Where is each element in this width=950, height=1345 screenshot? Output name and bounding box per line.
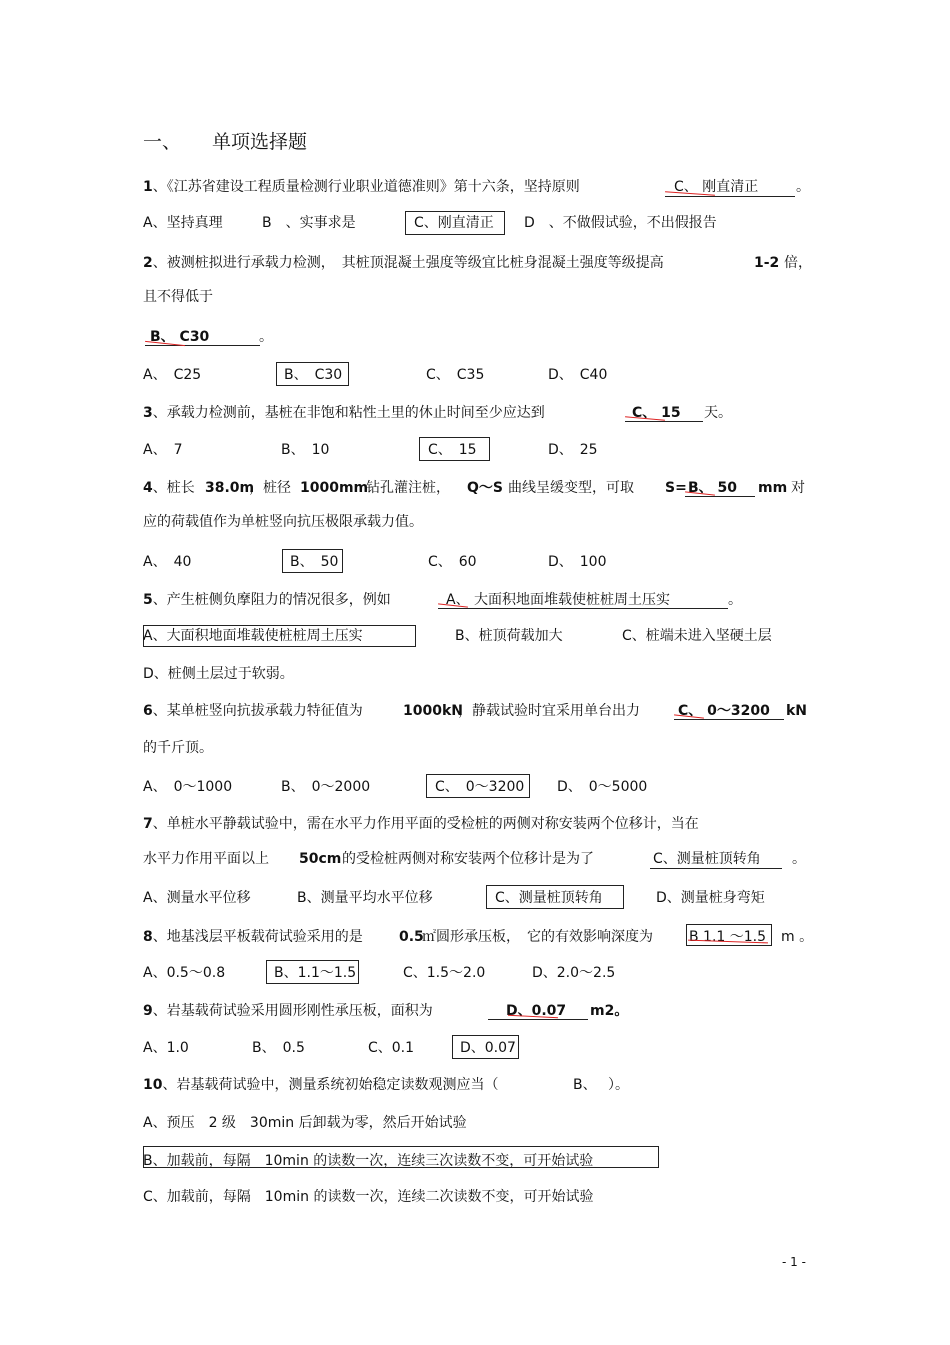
q2-text: 、被测桩拟进行承载力检测， 其桩顶混凝土强度等级宜比桩身混凝土强度等级提高 bbox=[152, 255, 664, 271]
question-1 bbox=[143, 178, 580, 196]
q2-option-d: D、 C40 bbox=[548, 367, 608, 383]
q4-unit: mm bbox=[758, 480, 788, 496]
q10-option-c: C、加载前，每隔 10min 的读数一次，连续二次读数不变，可开始试验 bbox=[143, 1189, 594, 1205]
q1-text: 、《江苏省建设工程质量检测行业职业道德准则》第十六条，坚持原则 bbox=[152, 179, 580, 195]
q5-option-c: C、桩端未进入坚硬土层 bbox=[622, 628, 772, 644]
q5-option-b: B、桩顶荷载加大 bbox=[455, 628, 563, 644]
q4-option-a: A、 40 bbox=[143, 554, 192, 570]
q2-option-c: C、 C35 bbox=[426, 367, 485, 383]
q7-option-b: B、测量平均水平位移 bbox=[297, 890, 433, 906]
q3-option-a: A、 7 bbox=[143, 442, 183, 458]
q8-number: 8 bbox=[143, 929, 153, 945]
q10-end: ）。 bbox=[608, 1077, 629, 1093]
q1-option-a: A、坚持真理 bbox=[143, 215, 223, 231]
question-5 bbox=[143, 591, 391, 609]
q7-option-a: A、测量水平位移 bbox=[143, 890, 251, 906]
q4-option-d: D、 100 bbox=[548, 554, 607, 570]
q8-text: 、地基浅层平板载荷试验采用的是 bbox=[152, 929, 363, 945]
q4-text-3: 钻孔灌注桩， bbox=[366, 480, 450, 496]
q6-text: 、某单桩竖向抗拔承载力特征值为 bbox=[152, 703, 363, 719]
q2-option-a: A、 C25 bbox=[143, 367, 202, 383]
q7-option-d: D、测量桩身弯矩 bbox=[656, 890, 765, 906]
q4-s-equals: S= bbox=[665, 480, 687, 496]
q6-answer-underline bbox=[674, 719, 784, 720]
q6-unit: kN bbox=[786, 703, 808, 719]
q8-plate-size: 0.5 bbox=[399, 929, 424, 945]
q10-text: 、岩基载荷试验中，测量系统初始稳定读数观测应当（ bbox=[162, 1077, 499, 1093]
q4-text-2: ，桩径 bbox=[249, 480, 291, 496]
question-3 bbox=[143, 404, 545, 422]
q4-text-4: 曲线呈缓变型，可取 bbox=[508, 480, 634, 496]
q3-number: 3 bbox=[143, 405, 153, 421]
q4-option-b: B、 50 bbox=[290, 554, 339, 570]
q3-end: 天。 bbox=[704, 405, 732, 421]
q7-answer: C、测量桩顶转角 bbox=[653, 851, 761, 867]
question-4 bbox=[143, 479, 195, 497]
q3-option-b: B、 10 bbox=[281, 442, 330, 458]
q7-answer-underline bbox=[650, 868, 782, 869]
q4-diameter: 1000mm bbox=[300, 480, 369, 496]
section-number: 一、 bbox=[143, 131, 182, 153]
q6-option-b: B、 0～2000 bbox=[281, 779, 371, 795]
q5-number: 5 bbox=[143, 592, 153, 608]
q7-line2-a: 水平力作用平面以上 bbox=[143, 851, 269, 867]
q2-answer: B、 C30 bbox=[150, 329, 210, 345]
q7-end: 。 bbox=[792, 851, 806, 867]
q1-answer: C、 刚直清正 bbox=[674, 179, 759, 195]
q10-answer: B、 bbox=[573, 1077, 597, 1093]
q1-option-c: C、刚直清正 bbox=[414, 215, 494, 231]
q10-option-b: B、加载前，每隔 10min 的读数一次，连续三次读数不变，可开始试验 bbox=[143, 1153, 594, 1169]
q7-text: 、单桩水平静载试验中，需在水平力作用平面的受检桩的两侧对称安装两个位移计，当在 bbox=[152, 816, 699, 832]
q4-number: 4 bbox=[143, 480, 153, 496]
q1-end: 。 bbox=[796, 179, 810, 195]
q4-answer-underline bbox=[685, 496, 755, 497]
question-2 bbox=[143, 254, 664, 272]
q1-number: 1 bbox=[143, 179, 153, 195]
q1-option-d: D 、不做假试验，不出假报告 bbox=[524, 215, 717, 231]
q9-answer: D、0.07 bbox=[506, 1003, 567, 1019]
q8-option-a: A、0.5～0.8 bbox=[143, 965, 226, 981]
q6-text-2: ，静载试验时宜采用单台出力 bbox=[458, 703, 640, 719]
q3-option-c: C、 15 bbox=[428, 442, 477, 458]
q6-capacity: 1000kN bbox=[403, 703, 463, 719]
q3-answer: C、 15 bbox=[632, 405, 681, 421]
q3-text: 、承载力检测前，基桩在非饱和粘性土里的休止时间至少应达到 bbox=[152, 405, 545, 421]
q5-option-d: D、桩侧土层过于软弱。 bbox=[143, 666, 294, 682]
question-10 bbox=[143, 1076, 498, 1094]
q2-end: 。 bbox=[259, 329, 273, 345]
q3-answer-underline bbox=[625, 421, 703, 422]
q7-option-c: C、测量桩顶转角 bbox=[495, 890, 603, 906]
q5-answer-underline bbox=[438, 608, 728, 609]
q5-end: 。 bbox=[728, 592, 742, 608]
q9-option-a: A、1.0 bbox=[143, 1040, 189, 1056]
q1-answer-underline bbox=[665, 196, 795, 197]
q9-option-d: D、0.07 bbox=[460, 1040, 516, 1056]
section-title: 单项选择题 bbox=[212, 131, 308, 153]
q2-answer-underline bbox=[145, 345, 260, 346]
q4-answer: B、 50 bbox=[688, 480, 738, 496]
q6-option-d: D、 0～5000 bbox=[557, 779, 648, 795]
question-6 bbox=[143, 702, 363, 720]
q6-line2: 的千斤顶。 bbox=[143, 740, 213, 756]
q9-option-b: B、 0.5 bbox=[252, 1040, 305, 1056]
q4-length: 38.0m bbox=[205, 480, 255, 496]
q5-option-a: A、大面积地面堆载使桩桩周土压实 bbox=[143, 628, 363, 644]
question-9 bbox=[143, 1002, 433, 1020]
q10-option-a: A、预压 2 级 30min 后卸载为零，然后开始试验 bbox=[143, 1115, 467, 1131]
q2-ratio: 1-2 bbox=[754, 255, 780, 271]
q6-option-a: A、 0～1000 bbox=[143, 779, 233, 795]
q1-option-b: B 、实事求是 bbox=[262, 215, 356, 231]
q6-option-c: C、 0～3200 bbox=[435, 779, 525, 795]
q2-line2: 且不得低于 bbox=[143, 289, 213, 305]
q2-option-b: B、 C30 bbox=[284, 367, 343, 383]
q4-text-5: 对 bbox=[791, 480, 805, 496]
q2-tail: 倍， bbox=[784, 255, 812, 271]
q9-option-c: C、0.1 bbox=[368, 1040, 415, 1056]
q10-number: 10 bbox=[143, 1077, 163, 1093]
q7-number: 7 bbox=[143, 816, 153, 832]
q9-number: 9 bbox=[143, 1003, 153, 1019]
question-7 bbox=[143, 815, 699, 833]
q8-answer: B 1.1 ～1.5 bbox=[689, 929, 767, 945]
q8-text-2: ㎡圆形承压板， 它的有效影响深度为 bbox=[422, 929, 653, 945]
q5-text: 、产生桩侧负摩阻力的情况很多，例如 bbox=[152, 592, 391, 608]
q9-answer-underline bbox=[488, 1019, 588, 1020]
q6-number: 6 bbox=[143, 703, 153, 719]
q8-option-c: C、1.5～2.0 bbox=[403, 965, 486, 981]
q9-end: m2。 bbox=[590, 1003, 629, 1019]
q9-text: 、岩基载荷试验采用圆形刚性承压板，面积为 bbox=[152, 1003, 433, 1019]
question-8 bbox=[143, 928, 363, 946]
q4-option-c: C、 60 bbox=[428, 554, 477, 570]
q2-number: 2 bbox=[143, 255, 153, 271]
q3-option-d: D、 25 bbox=[548, 442, 598, 458]
q4-text-1: 、桩长 bbox=[152, 480, 195, 496]
q4-line2: 应的荷载值作为单桩竖向抗压极限承载力值。 bbox=[143, 514, 423, 530]
q8-option-d: D、2.0～2.5 bbox=[532, 965, 616, 981]
page-number: - 1 - bbox=[782, 1255, 806, 1269]
q5-answer: A、 大面积地面堆载使桩桩周土压实 bbox=[446, 592, 671, 608]
q7-height: 50cm bbox=[299, 851, 342, 867]
q4-qs: Q～S bbox=[467, 480, 503, 496]
q8-option-b: B、1.1～1.5 bbox=[274, 965, 357, 981]
q7-line2-c: 的受检桩两侧对称安装两个位移计是为了 bbox=[342, 851, 594, 867]
q6-answer: C、 0～3200 bbox=[678, 703, 770, 719]
q8-end: m 。 bbox=[781, 929, 814, 945]
